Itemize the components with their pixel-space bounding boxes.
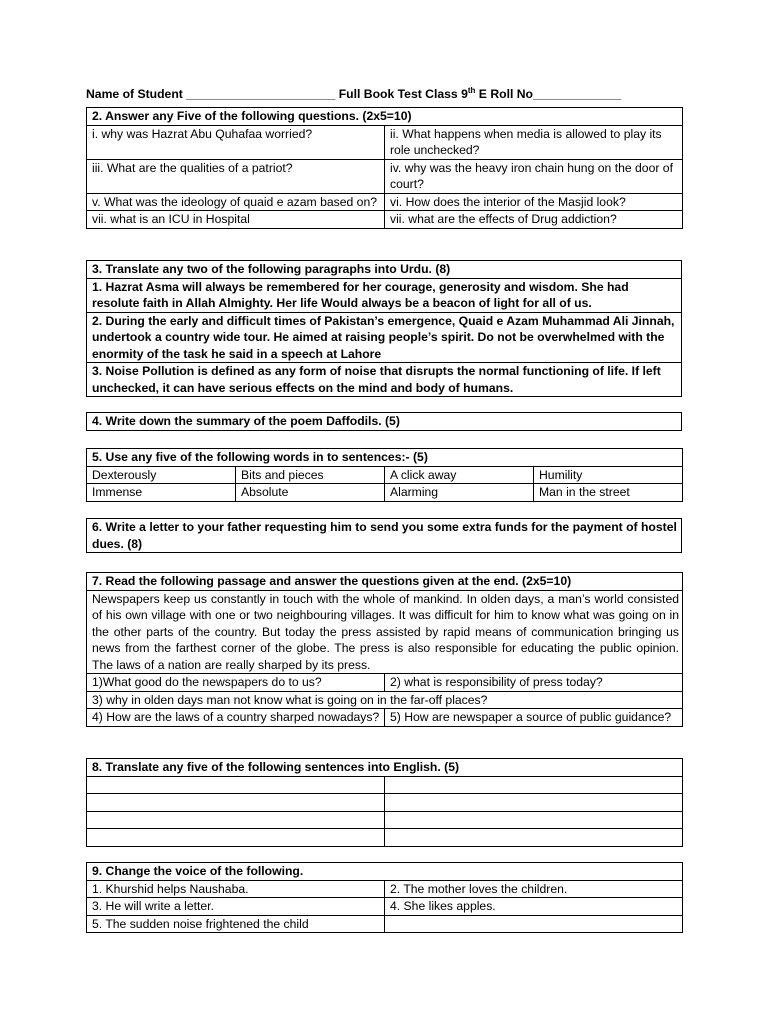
class-suffix: th [467,85,476,95]
section-3-title: 3. Translate any two of the following paragraphs into Urdu. (8) [87,261,682,279]
answer-cell[interactable] [87,811,385,829]
answer-row [87,811,683,829]
word-cell: Alarming [385,484,534,502]
question-cell: iv. why was the heavy iron chain hung on the door of court? [385,159,683,193]
section-6-title: 6. Write a letter to your father requesting him to send you some extra funds for the payment of hostel dues. (8) [87,519,682,553]
word-cell: Dexterously [87,466,236,484]
question-cell: v. What was the ideology of quaid e azam based on? [87,193,385,211]
answer-cell[interactable] [385,776,683,794]
table-row [87,193,683,211]
section-6-table [86,518,682,553]
sentence-cell: 2. The mother loves the children. [385,880,683,898]
sentence-cell: 4. She likes apples. [385,898,683,916]
question-cell: 1)What good do the newspapers do to us? [87,674,385,692]
table-row [87,915,683,933]
question-cell: 4) How are the laws of a country sharped nowadays? [87,709,385,727]
roll-label: E Roll No_____________ [475,87,622,101]
name-label: Name of Student ______________________ Full Book Test Class 9 [86,87,468,101]
section-2-table [86,107,683,229]
word-cell: Humility [534,466,683,484]
answer-cell[interactable] [87,776,385,794]
word-cell: Immense [87,484,236,502]
answer-cell[interactable] [87,829,385,847]
word-cell: A click away [385,466,534,484]
section-8-table [86,758,683,847]
paragraph-2: 2. During the early and difficult times of Pakistan’s emergence, Quaid e Azam Muhammad Ali Jinnah, undertook a country wide tour. He aimed at raising people’s spirit. Do not be overwhelmed with the enormity of the task he said in a speech at Lahore [87,312,682,363]
section-3-table [86,260,682,397]
question-cell: 2) what is responsibility of press today? [385,674,683,692]
question-cell: vi. How does the interior of the Masjid look? [385,193,683,211]
table-row [87,211,683,229]
sentence-cell: 5. The sudden noise frightened the child [87,915,385,933]
sentence-cell: 1. Khurshid helps Naushaba. [87,880,385,898]
word-cell: Man in the street [534,484,683,502]
answer-cell[interactable] [385,811,683,829]
table-row [87,898,683,916]
table-row [87,125,683,159]
question-cell: vii. what is an ICU in Hospital [87,211,385,229]
section-4-title: 4. Write down the summary of the poem Daffodils. (5) [87,413,682,431]
question-cell: i. why was Hazrat Abu Quhafaa worried? [87,125,385,159]
section-9-title: 9. Change the voice of the following. [87,863,683,881]
section-5-table [86,448,683,502]
section-5-title: 5. Use any five of the following words in to sentences:- (5) [87,449,683,467]
answer-cell[interactable] [385,829,683,847]
answer-cell[interactable] [385,794,683,812]
table-row [87,159,683,193]
question-cell: iii. What are the qualities of a patriot? [87,159,385,193]
answer-row [87,794,683,812]
table-row [87,709,683,727]
word-cell: Bits and pieces [236,466,385,484]
reading-passage: Newspapers keep us constantly in touch with the whole of mankind. In olden days, a man’s world consisted of his own village with one or two neighbouring villages. It was difficult for him to know what was going on in the other parts of the country. But today the press assisted by rapid means of communication bringing us news from the farthest corner of the globe. The press is also responsible for educating the public opinion. The laws of a nation are really sharped by its press. [87,590,683,674]
question-cell: ii. What happens when media is allowed to play its role unchecked? [385,125,683,159]
student-header [86,86,682,105]
question-cell: vii. what are the effects of Drug addiction? [385,211,683,229]
test-paper [86,85,682,931]
sentence-cell: 3. He will write a letter. [87,898,385,916]
question-cell: 5) How are newspaper a source of public guidance? [385,709,683,727]
section-7-table [86,572,683,727]
section-4-table [86,412,682,431]
sentence-cell [385,915,683,933]
paragraph-3: 3. Noise Pollution is defined as any form of noise that disrupts the normal functioning of life. If left unchecked, it can have serious effects on the mind and body of humans. [87,363,682,397]
section-8-title: 8. Translate any five of the following sentences into English. (5) [87,759,683,777]
word-cell: Absolute [236,484,385,502]
table-row [87,880,683,898]
section-9-table [86,862,683,933]
table-row [87,674,683,692]
section-2-title: 2. Answer any Five of the following questions. (2x5=10) [87,108,683,126]
answer-row [87,829,683,847]
section-7-title: 7. Read the following passage and answer the questions given at the end. (2x5=10) [87,573,683,591]
question-cell: 3) why in olden days man not know what is going on in the far-off places? [87,691,683,709]
table-row [87,466,683,484]
paragraph-1: 1. Hazrat Asma will always be remembered for her courage, generosity and wisdom. She had resolute faith in Allah Almighty. Her life Would always be a beacon of light for all of us. [87,278,682,312]
table-row [87,484,683,502]
answer-row [87,776,683,794]
answer-cell[interactable] [87,794,385,812]
